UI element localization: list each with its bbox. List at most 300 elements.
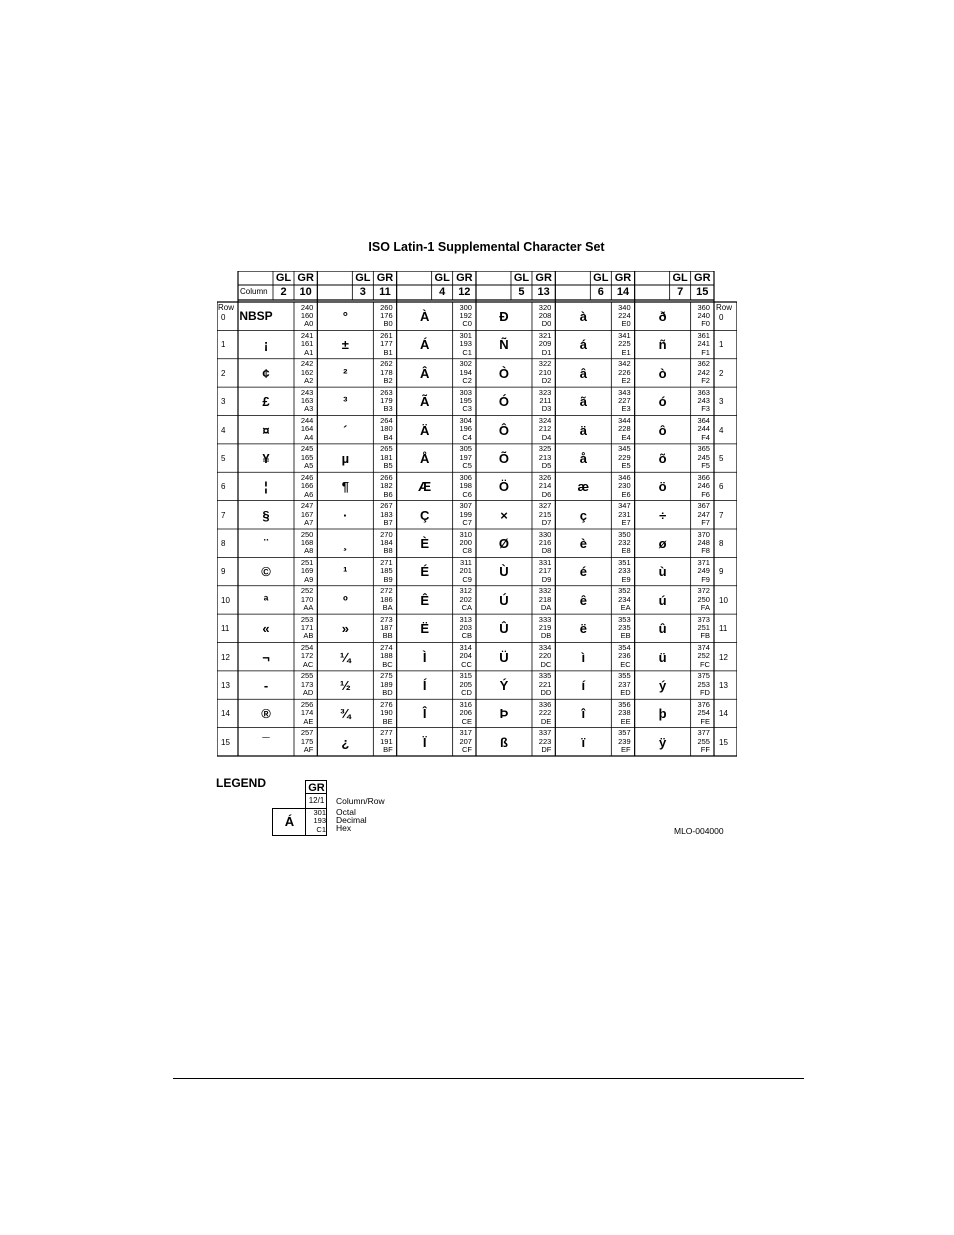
code-dec: 189 — [380, 679, 393, 689]
code-dec: 196 — [459, 424, 472, 434]
code-oct: 243 — [300, 387, 314, 397]
character-glyph: µ — [341, 450, 350, 466]
character-codes — [453, 332, 472, 357]
character-codes — [691, 587, 710, 612]
character-codes — [373, 616, 392, 641]
character-codes — [691, 616, 710, 641]
code-oct: 267 — [380, 501, 393, 511]
character-glyph: ô — [658, 422, 667, 438]
code-hex: B3 — [383, 404, 393, 414]
code-dec: 192 — [459, 310, 472, 320]
character-glyph: º — [342, 592, 348, 608]
code-hex: CD — [461, 688, 472, 698]
character-codes — [453, 729, 472, 754]
character-glyph: û — [658, 621, 667, 637]
code-oct: 341 — [618, 330, 631, 340]
row-number-left: 8 — [221, 539, 226, 548]
character-glyph: Ý — [499, 677, 509, 693]
code-dec: 233 — [618, 566, 631, 576]
code-dec: 161 — [300, 339, 314, 349]
character-codes — [691, 559, 710, 584]
character-codes — [373, 672, 392, 697]
code-hex: AC — [302, 659, 314, 669]
code-dec: 174 — [300, 708, 314, 718]
code-oct: 262 — [380, 359, 393, 369]
code-oct: 362 — [697, 359, 710, 369]
code-dec: 197 — [459, 452, 472, 462]
code-dec: 175 — [300, 736, 314, 746]
code-oct: 240 — [300, 302, 314, 312]
legend-codes — [305, 809, 326, 834]
character-codes — [691, 304, 710, 329]
character-glyph: ù — [658, 564, 667, 580]
code-oct: 317 — [459, 728, 472, 738]
code-oct: 261 — [380, 330, 393, 340]
code-dec: 241 — [697, 339, 710, 349]
character-codes — [691, 417, 710, 442]
row-number-left: 10 — [221, 595, 230, 605]
character-glyph: ï — [581, 734, 586, 750]
character-glyph: Û — [499, 621, 509, 637]
code-oct: 361 — [697, 330, 710, 340]
character-glyph: Ù — [499, 564, 509, 580]
character-glyph: Ô — [498, 422, 510, 438]
code-oct: 371 — [697, 557, 710, 567]
character-glyph: ® — [261, 706, 271, 722]
code-oct: 351 — [618, 557, 631, 567]
character-codes — [532, 672, 551, 697]
code-dec: 240 — [697, 310, 710, 320]
code-dec: 204 — [459, 651, 472, 661]
character-glyph: ß — [500, 734, 508, 750]
character-glyph: õ — [658, 450, 667, 466]
code-oct: 373 — [697, 614, 710, 624]
character-codes — [373, 332, 392, 357]
code-dec: 185 — [380, 566, 393, 576]
character-codes — [532, 474, 551, 499]
character-glyph: Ò — [498, 365, 510, 381]
code-oct: 376 — [697, 699, 710, 709]
code-dec: 181 — [380, 452, 393, 462]
header-gl-column: 7 — [677, 286, 684, 298]
character-glyph: · — [343, 507, 348, 523]
character-codes — [611, 729, 630, 754]
code-oct: 374 — [697, 643, 710, 652]
character-glyph: È — [420, 536, 429, 551]
legend-octal: 301 — [313, 808, 326, 817]
character-codes — [532, 445, 551, 470]
character-glyph: é — [579, 564, 587, 580]
character-codes — [691, 729, 710, 754]
code-dec: 212 — [538, 424, 552, 434]
code-hex: E2 — [621, 376, 631, 386]
row-number-right: 11 — [719, 624, 728, 634]
code-dec: 200 — [459, 537, 472, 547]
code-hex: D2 — [541, 376, 552, 386]
character-codes — [611, 587, 630, 612]
header-gr-column: 11 — [379, 286, 391, 298]
code-hex: DC — [540, 659, 552, 669]
code-dec: 213 — [538, 452, 552, 462]
character-codes — [611, 304, 630, 329]
character-codes — [532, 417, 551, 442]
row-number-right: 12 — [719, 652, 728, 662]
character-glyph: Ó — [498, 394, 510, 410]
code-oct: 350 — [618, 529, 631, 539]
code-oct: 250 — [300, 529, 314, 539]
code-hex: B4 — [383, 432, 393, 442]
character-glyph: Á — [419, 337, 430, 353]
header-gr-label: GR — [376, 272, 394, 284]
code-dec: 218 — [538, 594, 552, 604]
row-number-left: 12 — [221, 652, 230, 662]
character-glyph: É — [420, 564, 429, 580]
character-codes — [532, 332, 551, 357]
character-codes — [453, 360, 472, 385]
character-glyph: NBSP — [239, 309, 273, 323]
character-glyph: ð — [658, 309, 667, 324]
code-dec: 170 — [300, 594, 314, 604]
character-codes — [294, 389, 313, 414]
code-dec: 177 — [380, 339, 393, 349]
character-codes — [294, 644, 313, 669]
code-hex: F7 — [701, 517, 710, 527]
character-codes — [373, 559, 392, 584]
character-glyph: ë — [579, 621, 587, 637]
code-dec: 201 — [459, 566, 472, 576]
character-codes — [294, 559, 313, 584]
code-dec: 224 — [618, 310, 631, 320]
code-oct: 301 — [459, 330, 472, 340]
code-oct: 326 — [538, 472, 552, 482]
header-gr-column: 13 — [537, 286, 550, 298]
character-codes — [532, 304, 551, 329]
code-oct: 325 — [538, 444, 552, 454]
code-dec: 237 — [618, 679, 631, 689]
character-codes — [294, 616, 313, 641]
code-oct: 356 — [618, 699, 631, 709]
character-codes — [691, 389, 710, 414]
character-glyph: Ñ — [499, 337, 509, 353]
character-glyph: þ — [658, 706, 667, 722]
header-gl-label: GL — [513, 272, 530, 284]
code-dec: 254 — [697, 708, 710, 718]
character-glyph: ± — [341, 337, 349, 353]
character-glyph: Ð — [499, 309, 509, 324]
code-hex: E4 — [621, 432, 631, 442]
code-hex: C1 — [462, 347, 472, 357]
code-dec: 182 — [380, 481, 393, 491]
character-codes — [453, 417, 472, 442]
code-hex: EA — [620, 603, 631, 613]
character-glyph: © — [261, 564, 271, 580]
code-oct: 302 — [459, 359, 472, 369]
code-dec: 232 — [618, 537, 631, 547]
row-number-left: 4 — [221, 425, 226, 435]
character-glyph: ³ — [343, 394, 348, 410]
code-hex: FA — [700, 603, 710, 613]
row-number-right: 14 — [719, 709, 728, 719]
character-glyph: Ë — [420, 621, 429, 637]
code-hex: DA — [540, 603, 552, 613]
character-glyph: Å — [419, 450, 430, 466]
code-hex: DD — [540, 688, 552, 698]
code-oct: 271 — [380, 557, 393, 567]
character-glyph: á — [579, 337, 587, 353]
character-codes — [532, 360, 551, 385]
code-dec: 187 — [380, 623, 393, 633]
code-dec: 229 — [618, 452, 631, 462]
code-oct: 365 — [697, 444, 710, 454]
code-oct: 314 — [459, 643, 472, 652]
row-title-right: Row — [716, 303, 733, 312]
character-glyph: Ì — [422, 649, 427, 665]
code-oct: 347 — [618, 501, 631, 511]
code-oct: 306 — [459, 472, 472, 482]
code-hex: A7 — [304, 517, 314, 527]
code-dec: 163 — [300, 396, 314, 406]
code-oct: 241 — [300, 330, 314, 340]
character-codes — [294, 360, 313, 385]
character-codes — [294, 701, 313, 726]
code-hex: F3 — [701, 404, 710, 414]
character-glyph: ÷ — [659, 507, 667, 523]
code-oct: 354 — [618, 643, 631, 652]
code-hex: F2 — [701, 376, 710, 386]
code-oct: 307 — [459, 501, 472, 511]
header-gr-label: GR — [535, 272, 552, 284]
code-oct: 303 — [459, 387, 472, 397]
character-glyph: î — [581, 706, 586, 722]
character-glyph: ¾ — [339, 706, 351, 722]
code-oct: 263 — [380, 387, 393, 397]
code-hex: B8 — [383, 546, 393, 556]
code-hex: C0 — [462, 319, 472, 329]
code-dec: 244 — [697, 424, 710, 434]
code-oct: 334 — [538, 643, 552, 652]
character-glyph: ¢ — [262, 365, 270, 381]
code-hex: B2 — [383, 376, 393, 386]
code-hex: DB — [540, 631, 552, 641]
character-codes — [294, 417, 313, 442]
character-glyph: À — [419, 309, 430, 324]
character-glyph: Ê — [420, 592, 429, 608]
row-number-right: 6 — [719, 482, 724, 492]
code-hex: A1 — [304, 347, 314, 357]
code-hex: D6 — [541, 489, 552, 499]
code-dec: 235 — [618, 623, 631, 633]
character-glyph: è — [579, 536, 587, 551]
code-oct: 355 — [618, 671, 631, 681]
character-glyph: ü — [658, 649, 667, 665]
code-dec: 205 — [459, 679, 472, 689]
legend-colrow-desc: Column/Row — [336, 796, 385, 806]
code-hex: D8 — [541, 546, 552, 556]
code-oct: 323 — [538, 387, 552, 397]
code-hex: BB — [382, 631, 393, 641]
code-oct: 360 — [697, 302, 710, 312]
code-hex: C8 — [462, 546, 472, 556]
code-hex: B9 — [383, 574, 393, 584]
code-oct: 304 — [459, 416, 472, 425]
character-codes — [294, 332, 313, 357]
character-glyph: Ç — [419, 507, 430, 523]
character-glyph: ä — [579, 422, 587, 438]
character-codes — [611, 389, 630, 414]
character-codes — [611, 502, 630, 527]
header-gl-column: 3 — [359, 286, 366, 298]
code-dec: 239 — [618, 736, 631, 746]
character-codes — [453, 304, 472, 329]
character-glyph: ã — [579, 394, 587, 410]
code-oct: 331 — [538, 557, 552, 567]
code-dec: 188 — [380, 651, 393, 661]
character-codes — [691, 502, 710, 527]
character-glyph: ª — [263, 592, 269, 608]
code-hex: B0 — [383, 319, 393, 329]
code-dec: 238 — [618, 708, 631, 718]
legend-label: LEGEND — [216, 776, 267, 790]
character-glyph: ¥ — [262, 450, 270, 466]
code-dec: 249 — [697, 566, 710, 576]
code-hex: C4 — [462, 432, 472, 442]
character-codes — [611, 332, 630, 357]
code-dec: 190 — [380, 708, 393, 718]
code-oct: 253 — [300, 614, 314, 624]
code-hex: F4 — [701, 432, 710, 442]
character-glyph: â — [579, 365, 587, 381]
character-codes — [611, 474, 630, 499]
character-codes — [373, 474, 392, 499]
code-oct: 270 — [380, 529, 393, 539]
character-codes — [532, 701, 551, 726]
header-gl-label: GL — [434, 272, 450, 284]
code-dec: 203 — [459, 623, 472, 633]
code-dec: 193 — [459, 339, 472, 349]
code-dec: 227 — [618, 396, 631, 406]
character-glyph: æ — [577, 479, 590, 495]
code-oct: 266 — [380, 472, 393, 482]
code-hex: D7 — [541, 517, 552, 527]
character-glyph: ý — [659, 677, 667, 693]
character-glyph: « — [262, 621, 270, 637]
code-oct: 322 — [538, 359, 552, 369]
character-codes — [691, 701, 710, 726]
code-hex: D9 — [541, 574, 552, 584]
code-oct: 260 — [380, 302, 393, 312]
character-glyph: - — [263, 677, 269, 693]
code-dec: 225 — [618, 339, 631, 349]
character-glyph: ø — [658, 536, 667, 551]
code-hex: BD — [382, 688, 393, 698]
code-dec: 166 — [300, 481, 314, 491]
code-dec: 168 — [300, 537, 314, 547]
character-glyph: Ö — [498, 479, 510, 495]
code-dec: 164 — [300, 424, 314, 434]
header-gl-column: 6 — [597, 286, 604, 298]
code-hex: FD — [699, 688, 710, 698]
code-dec: 221 — [538, 679, 552, 689]
character-codes — [294, 672, 313, 697]
code-hex: B7 — [383, 517, 393, 527]
code-hex: BA — [382, 603, 393, 613]
code-hex: E0 — [621, 319, 631, 329]
code-oct: 342 — [618, 359, 631, 369]
code-dec: 184 — [380, 537, 393, 547]
legend-decimal-desc: Decimal — [336, 815, 367, 825]
code-oct: 366 — [697, 472, 710, 482]
code-hex: CF — [461, 744, 472, 754]
character-codes — [453, 701, 472, 726]
code-dec: 242 — [697, 367, 710, 377]
header-gl-label: GL — [593, 272, 609, 284]
character-glyph: Þ — [499, 706, 509, 722]
code-dec: 250 — [697, 594, 710, 604]
row-number-left: 1 — [221, 340, 226, 350]
code-oct: 272 — [380, 586, 393, 596]
character-codes — [294, 502, 313, 527]
code-dec: 171 — [300, 623, 314, 633]
code-hex: F1 — [701, 347, 710, 357]
code-hex: D3 — [541, 404, 552, 414]
character-codes — [532, 389, 551, 414]
code-oct: 265 — [380, 444, 393, 454]
character-codes — [532, 587, 551, 612]
header-gr-column: 15 — [696, 286, 709, 298]
code-hex: D1 — [541, 347, 552, 357]
code-oct: 257 — [300, 728, 314, 738]
character-codes — [373, 389, 392, 414]
character-glyph: Î — [422, 706, 427, 722]
code-hex: AF — [303, 744, 314, 754]
code-oct: 254 — [300, 643, 314, 652]
row-number-right: 2 — [719, 368, 724, 378]
code-oct: 330 — [538, 529, 552, 539]
legend — [216, 776, 736, 838]
row-number-left: 9 — [221, 567, 226, 577]
character-glyph: ö — [658, 479, 667, 495]
code-oct: 320 — [538, 302, 552, 312]
code-dec: 211 — [539, 396, 552, 406]
character-codes — [532, 531, 551, 556]
code-oct: 252 — [300, 586, 314, 596]
character-codes — [373, 729, 392, 754]
code-dec: 202 — [459, 594, 472, 604]
character-glyph: ú — [658, 592, 667, 608]
code-oct: 344 — [618, 416, 631, 425]
code-hex: B5 — [383, 461, 393, 471]
row-number-right: 1 — [719, 340, 724, 350]
character-glyph: ¿ — [341, 734, 350, 750]
code-oct: 340 — [618, 302, 631, 312]
code-oct: 255 — [300, 671, 314, 681]
code-oct: 343 — [618, 387, 631, 397]
code-dec: 194 — [459, 367, 472, 377]
row-number-right: 8 — [719, 539, 724, 548]
code-oct: 305 — [459, 444, 472, 454]
code-dec: 214 — [538, 481, 552, 491]
character-codes — [373, 304, 392, 329]
code-oct: 357 — [618, 728, 631, 738]
character-codes — [691, 644, 710, 669]
header-gr-column: 14 — [616, 286, 630, 298]
character-glyph: ¼ — [339, 649, 351, 665]
code-oct: 276 — [380, 699, 393, 709]
header-gr-label: GR — [456, 272, 473, 284]
code-oct: 312 — [459, 586, 472, 596]
character-codes — [373, 701, 392, 726]
code-dec: 223 — [538, 736, 552, 746]
